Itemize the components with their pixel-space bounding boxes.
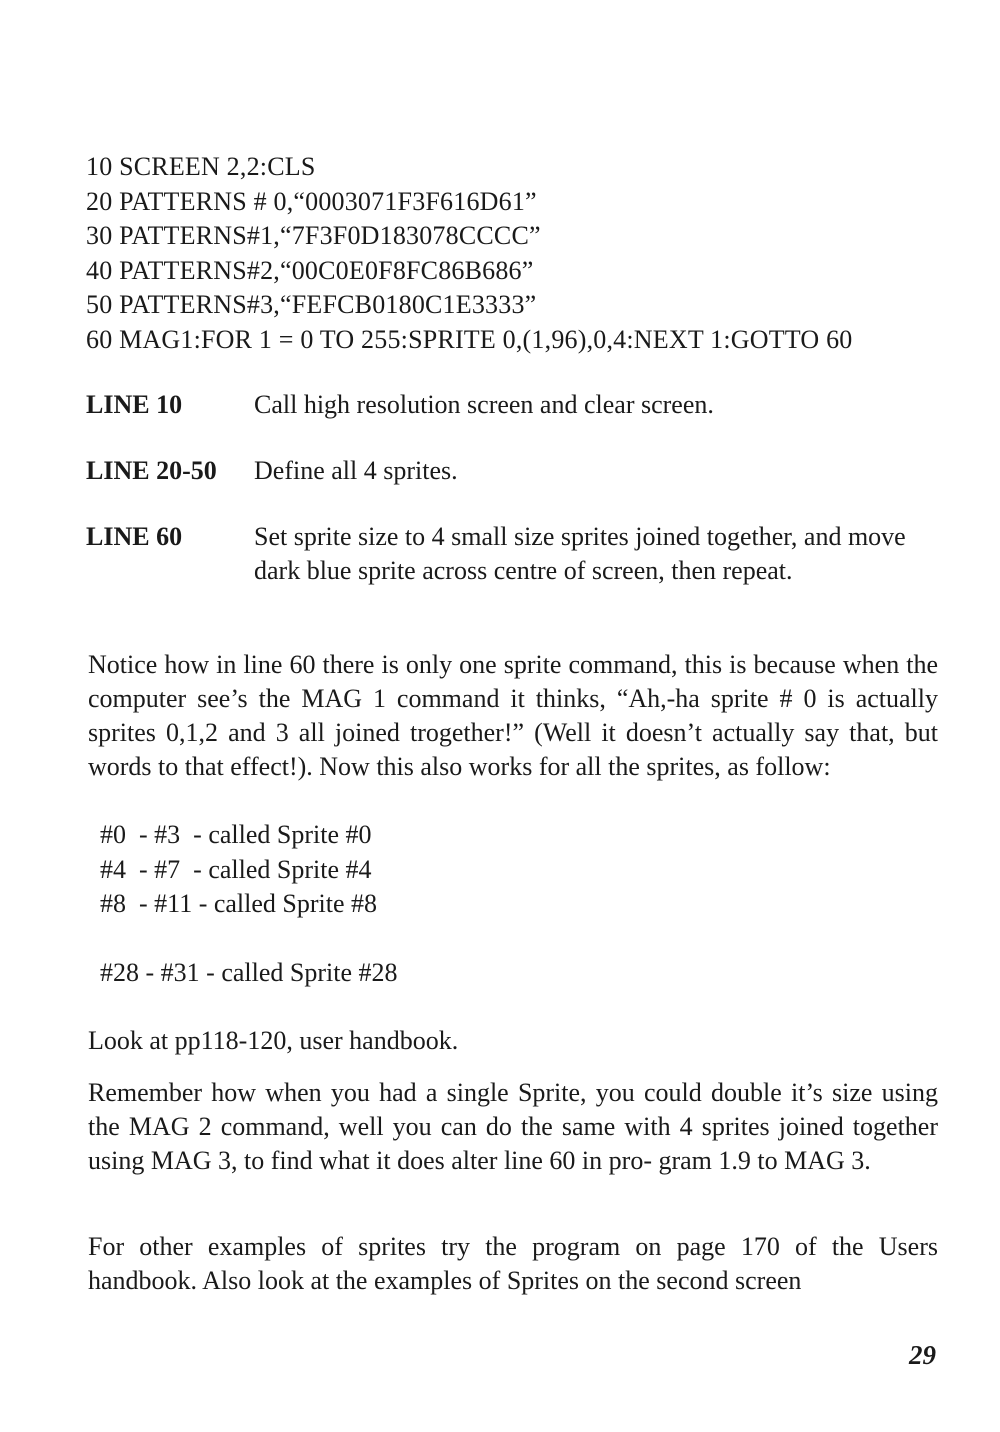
- look-text: Look at pp118-120, user handbook.: [88, 1026, 459, 1055]
- program-listing: [86, 150, 966, 357]
- line-note-text: Call high resolution screen and clear screen.: [254, 390, 714, 419]
- line-note: [86, 520, 946, 588]
- notice-text: Notice how in line 60 there is only one sprite command, this is because when the computer see’s the MAG 1 command it thinks, “Ah,-ha sprite # 0 is actually sprites 0,1,2 and 3 all joined trogether!” (Well it doesn’t actually say that, but words to that effect!). Now this also works for all the sprites, as follow:: [88, 650, 938, 781]
- code-line: 30 PATTERNS#1,“7F3F0D183078CCCC”: [86, 221, 541, 250]
- page-number: 29: [909, 1340, 936, 1370]
- sprite-group-item: #4 - #7 - called Sprite #4: [100, 854, 372, 884]
- line-note-text: Define all 4 sprites.: [254, 456, 458, 485]
- look-paragraph: [88, 1024, 938, 1058]
- line-note-text: Set sprite size to 4 small size sprites joined together, and move dark blue sprite across centre of screen, then repeat.: [254, 522, 906, 585]
- code-line: 10 SCREEN 2,2:CLS: [86, 152, 316, 181]
- line-note-label: LINE 60: [86, 522, 183, 551]
- line-note: [86, 454, 946, 488]
- code-line: 60 MAG1:FOR 1 = 0 TO 255:SPRITE 0,(1,96),0,4:NEXT 1:GOTTO 60: [86, 324, 853, 354]
- remember-text: Remember how when you had a single Sprite, you could double it’s size using the MAG 2 command, well you can do the same with 4 sprites joined together using MAG 3, to find what it does alter line 60 in pro- gram 1.9 to MAG 3.: [88, 1078, 938, 1175]
- sprite-group-item: #28 - #31 - called Sprite #28: [100, 958, 398, 987]
- line-note-label: LINE 20-50: [86, 456, 217, 485]
- line-note-label: LINE 10: [86, 390, 183, 419]
- notice-paragraph: [88, 648, 938, 784]
- other-examples-paragraph: [88, 1230, 938, 1298]
- sprite-group-item: #0 - #3 - called Sprite #0: [100, 820, 372, 849]
- remember-paragraph: [88, 1076, 938, 1178]
- line-note: [86, 388, 946, 422]
- other-examples-text: For other examples of sprites try the program on page 170 of the Users handbook. Also look at the examples of Sprites on the second screen: [88, 1232, 938, 1295]
- sprite-group-last: [100, 956, 398, 991]
- line-explanations: [86, 388, 946, 620]
- code-line: 20 PATTERNS # 0,“0003071F3F616D61”: [86, 186, 537, 216]
- code-line: 50 PATTERNS#3,“FEFCB0180C1E3333”: [86, 290, 537, 319]
- code-line: 40 PATTERNS#2,“00C0E0F8FC86B686”: [86, 255, 534, 285]
- sprite-group-item: #8 - #11 - called Sprite #8: [100, 889, 378, 918]
- sprite-group-list: [100, 818, 377, 922]
